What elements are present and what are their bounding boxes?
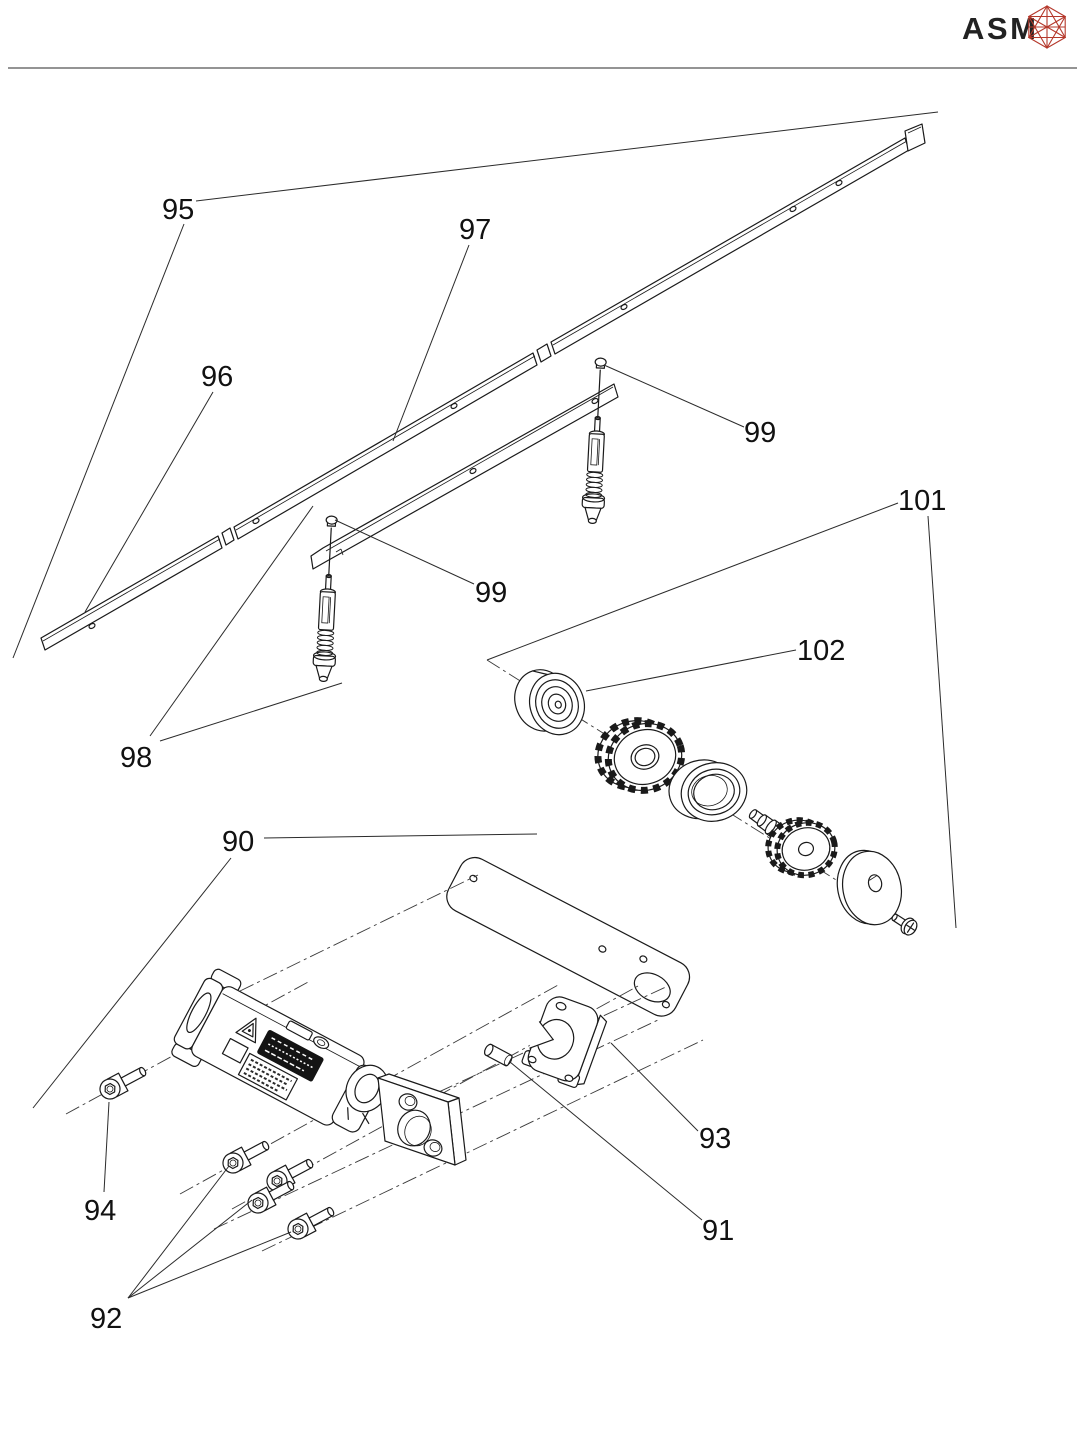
ball-bearing [507,659,592,746]
callout-92: 92 [90,1303,123,1335]
callout-101: 101 [898,485,947,517]
flange-end-block [378,1074,466,1165]
callout-98: 98 [120,742,153,774]
rail-end-tab [905,124,925,151]
callout-97: 97 [459,214,492,246]
callout-90: 90 [222,826,255,858]
mount-screw-94 [96,1062,149,1103]
mount-screws-92 [219,1136,337,1243]
center-axes [66,660,906,1251]
coupling-pin [483,1043,514,1067]
callout-102: 102 [797,635,846,667]
motor-body [167,966,402,1153]
logo-text: ASM [962,11,1039,46]
callout-99-left: 99 [475,577,508,609]
callout-94: 94 [84,1195,117,1227]
callout-99-right: 99 [744,417,777,449]
clamp-bracket [520,992,610,1091]
callout-95: 95 [162,194,195,226]
callout-96: 96 [201,361,234,393]
ejector-assembly-right [581,358,612,524]
callout-93: 93 [699,1123,732,1155]
gear-train [507,659,920,938]
ejector-bar [311,384,618,569]
header [8,6,1077,68]
callout-91: 91 [702,1215,735,1247]
mounting-plate [441,852,695,1022]
leader-lines [13,112,956,1298]
